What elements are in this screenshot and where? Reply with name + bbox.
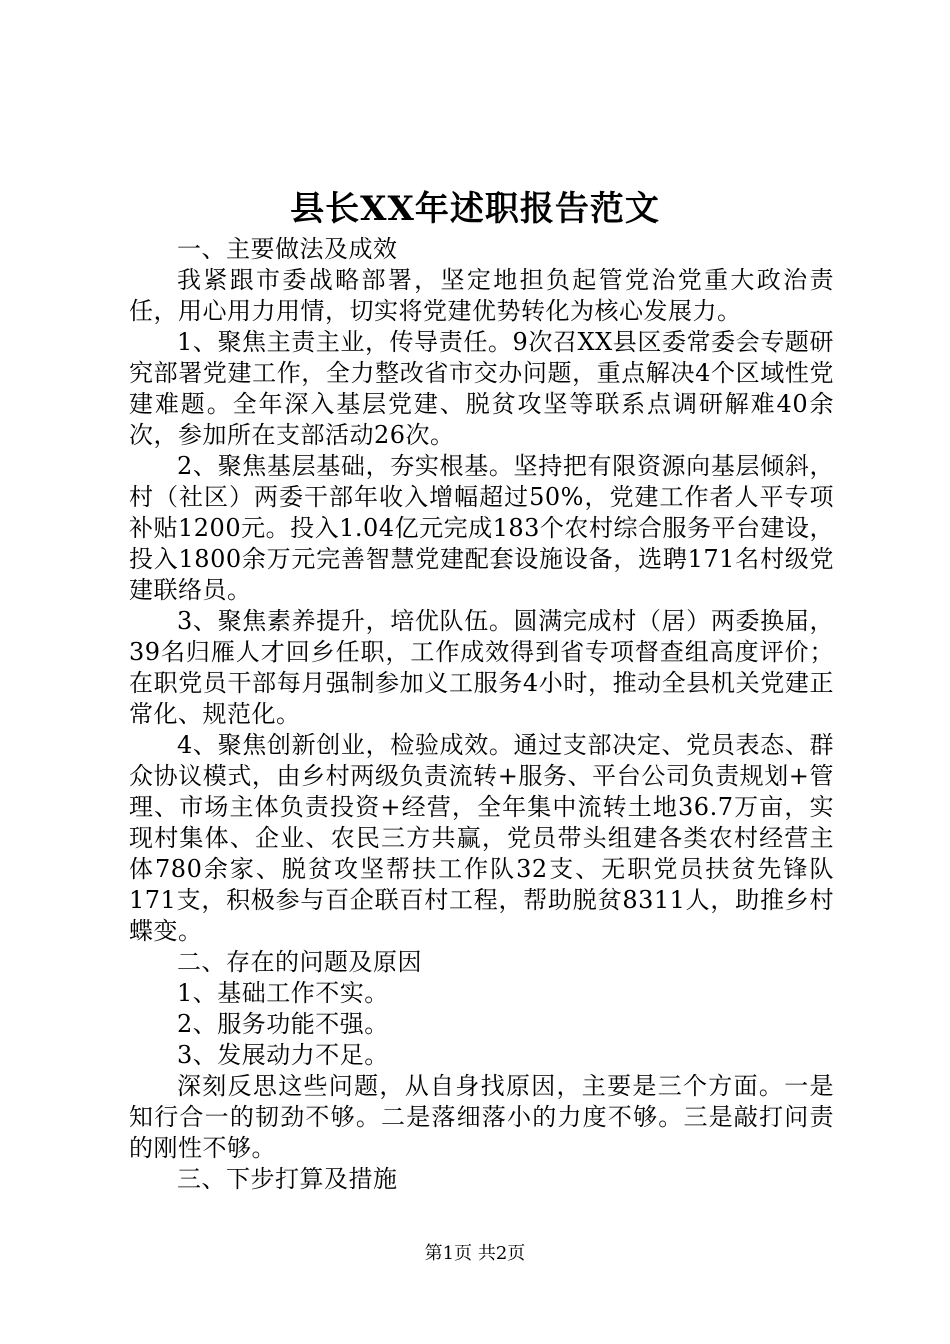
document-body	[129, 234, 834, 1195]
page-indicator: 第1页 共2页	[424, 1243, 526, 1264]
section-heading-3: 三、下步打算及措施	[177, 1165, 398, 1193]
paragraph-item-2: 2、聚焦基层基础，夯实根基。坚持把有限资源向基层倾斜，村（社区）两委干部年收入增幅超过50%，党建工作者人平专项补贴1200元。投入1.04亿元完成183个农村综合服务平台建设，投入1800余万元完善智慧党建配套设施设备，选聘171名村级党建联络员。	[129, 452, 834, 604]
section-heading-2: 二、存在的问题及原因	[177, 948, 422, 976]
paragraph-reflection: 深刻反思这些问题，从自身找原因，主要是三个方面。一是知行合一的韧劲不够。二是落细落小的力度不够。三是敲打问责的刚性不够。	[129, 1072, 834, 1162]
problem-item-1: 1、基础工作不实。	[177, 979, 389, 1007]
problem-item-3: 3、发展动力不足。	[177, 1041, 389, 1069]
paragraph-intro: 我紧跟市委战略部署，坚定地担负起管党治党重大政治责任，用心用力用情，切实将党建优势转化为核心发展力。	[129, 266, 834, 325]
problem-item-2: 2、服务功能不强。	[177, 1010, 389, 1038]
paragraph-item-1: 1、聚焦主责主业，传导责任。9次召XX县区委常委会专题研究部署党建工作，全力整改省市交办问题，重点解决4个区域性党建难题。全年深入基层党建、脱贫攻坚等联系点调研解难40余次，参加所在支部活动26次。	[129, 328, 834, 449]
paragraph-item-4: 4、聚焦创新创业，检验成效。通过支部决定、党员表态、群众协议模式，由乡村两级负责流转+服务、平台公司负责规划+管理、市场主体负责投资+经营，全年集中流转土地36.7万亩，实现村集体、企业、农民三方共赢，党员带头组建各类农村经营主体780余家、脱贫攻坚帮扶工作队32支、无职党员扶贫先锋队171支，积极参与百企联百村工程，帮助脱贫8311人，助推乡村蝶变。	[129, 731, 834, 945]
document-title: 县长XX年述职报告范文	[290, 189, 660, 229]
section-heading-1: 一、主要做法及成效	[177, 235, 398, 263]
paragraph-item-3: 3、聚焦素养提升，培优队伍。圆满完成村（居）两委换届，39名归雁人才回乡任职，工作成效得到省专项督查组高度评价；在职党员干部每月强制参加义工服务4小时，推动全县机关党建正常化、规范化。	[129, 607, 834, 728]
